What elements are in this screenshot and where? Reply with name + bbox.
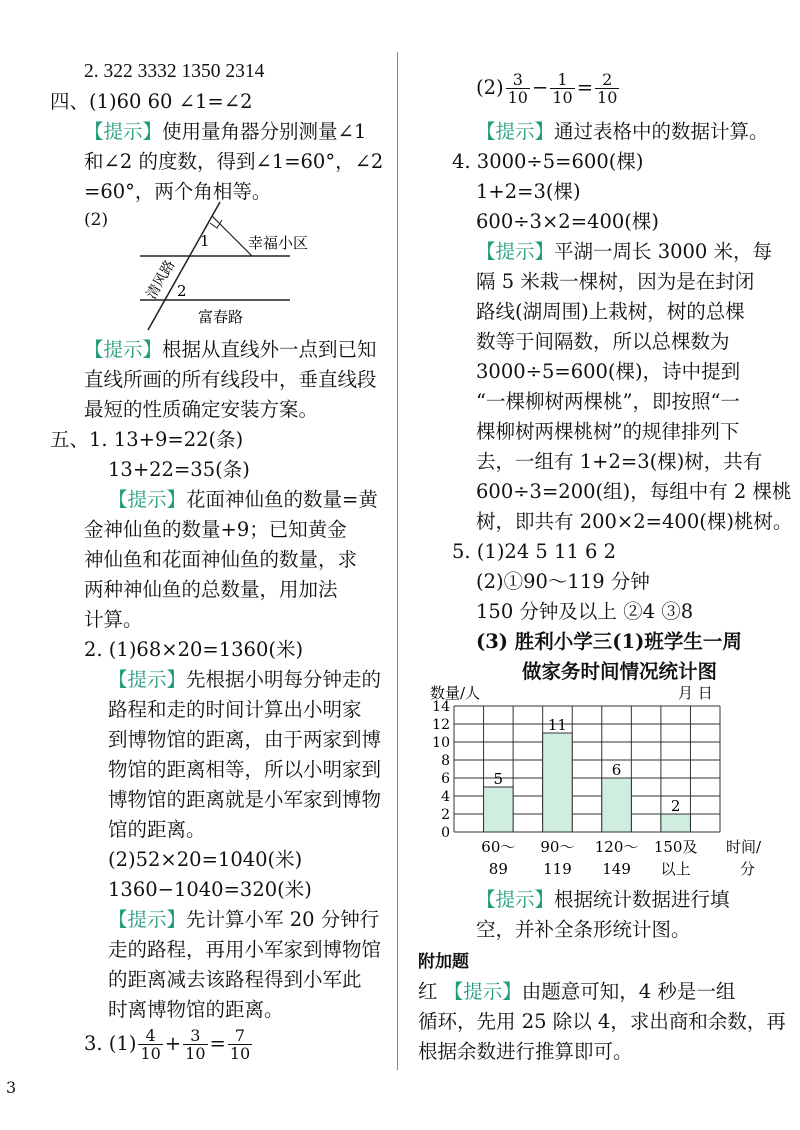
text-line: 金神仙鱼的数量+9；已知黄金 bbox=[84, 518, 347, 541]
text-line: 4. 3000÷5=600(棵) bbox=[452, 150, 644, 173]
hint-line bbox=[476, 240, 772, 264]
text-line: 计算。 bbox=[84, 608, 143, 631]
text-line: 去，一组有 1+2=3(棵)树，共有 bbox=[476, 450, 763, 473]
text-line: 2. (1)68×20=1360(米) bbox=[84, 638, 304, 661]
answer-text: 红 bbox=[418, 980, 444, 1003]
answer-line-2: 2. 322 3332 1350 2314 bbox=[84, 61, 265, 82]
hint-tag: 【提示】 bbox=[84, 120, 163, 143]
fraction bbox=[138, 1027, 162, 1062]
item-prefix: 3. (1) bbox=[84, 1032, 137, 1055]
hint-line bbox=[108, 668, 381, 692]
hint-text: 花面神仙鱼的数量=黄 bbox=[186, 488, 378, 511]
page-number: 3 bbox=[6, 1078, 17, 1097]
text-line: 时离博物馆的距离。 bbox=[108, 998, 284, 1021]
text-line: 5. (1)24 5 11 6 2 bbox=[452, 540, 617, 563]
x-tick-label: 90～ bbox=[540, 838, 575, 856]
hint-text: 通过表格中的数据计算。 bbox=[554, 120, 769, 143]
text-line: 循环，先用 25 除以 4，求出商和余数，再 bbox=[418, 1010, 786, 1033]
text-line: 根据余数进行推算即可。 bbox=[418, 1040, 633, 1063]
angle-1-label: 1 bbox=[200, 232, 210, 250]
section-4-line: 四、(1)60 60 ∠1=∠2 bbox=[50, 90, 253, 113]
hint-tag: 【提示】 bbox=[84, 338, 163, 361]
text-line: =60°，两个角相等。 bbox=[84, 180, 272, 203]
sub-label: (2) bbox=[84, 210, 109, 230]
chart-caption-line-2: 做家务时间情况统计图 bbox=[522, 660, 718, 683]
bars bbox=[484, 716, 691, 832]
section-5-line: 五、1. 13+9=22(条) bbox=[50, 428, 244, 451]
text-line: 直线所画的所有线段中，垂直线段 bbox=[84, 368, 377, 391]
y-tick-label: 14 bbox=[432, 699, 450, 715]
hint-text: 平湖一周长 3000 米，每 bbox=[554, 240, 773, 263]
x-tick-label: 149 bbox=[602, 860, 631, 878]
bar bbox=[484, 787, 514, 832]
column-divider bbox=[397, 52, 398, 1070]
text-line: 隔 5 米栽一棵树，因为是在封闭 bbox=[476, 270, 755, 293]
y-tick-label: 0 bbox=[441, 825, 450, 841]
label-qingfeng: 清风路 bbox=[143, 257, 179, 302]
text-line: 600÷3=200(组)，每组中有 2 棵桃 bbox=[476, 480, 792, 503]
bar-data-label: 11 bbox=[547, 716, 567, 734]
text-line: 神仙鱼和花面神仙鱼的数量，求 bbox=[84, 548, 358, 571]
item-prefix: (2) bbox=[476, 76, 504, 99]
x-tick-label: 119 bbox=[543, 860, 572, 878]
hint-line bbox=[476, 888, 730, 912]
hint-tag: 【提示】 bbox=[476, 888, 555, 911]
hint-tag: 【提示】 bbox=[108, 668, 187, 691]
hint-line bbox=[108, 908, 379, 932]
denominator: 10 bbox=[185, 1044, 206, 1063]
hint-line bbox=[418, 980, 735, 1004]
text-line: 数等于间隔数，所以总棵数为 bbox=[476, 330, 730, 353]
fraction bbox=[550, 71, 574, 106]
hint-line bbox=[476, 120, 769, 144]
text-line: 最短的性质确定安装方案。 bbox=[84, 398, 319, 421]
fraction bbox=[183, 1027, 207, 1062]
y-tick-label: 6 bbox=[441, 771, 450, 787]
x-tick-label: 120～ bbox=[594, 838, 639, 856]
text-line: 13+22=35(条) bbox=[108, 458, 250, 481]
hint-tag: 【提示】 bbox=[443, 980, 522, 1003]
denominator: 10 bbox=[552, 88, 573, 107]
x-tick-label: 60～ bbox=[481, 838, 516, 856]
bar-chart bbox=[418, 684, 764, 878]
angle-2-label: 2 bbox=[177, 282, 187, 300]
hint-tag: 【提示】 bbox=[476, 240, 555, 263]
text-line: 和∠2 的度数，得到∠1=60°，∠2 bbox=[84, 150, 384, 173]
text-line: 两种神仙鱼的总数量，用加法 bbox=[84, 578, 338, 601]
text-line: (2)52×20=1040(米) bbox=[108, 848, 303, 871]
text-line: 150 分钟及以上 ②4 ③8 bbox=[476, 600, 694, 623]
text-line: 空，并补全条形统计图。 bbox=[476, 918, 691, 941]
numerator: 3 bbox=[506, 71, 530, 89]
text-line: 路线(湖周围)上栽树，树的总棵 bbox=[476, 300, 745, 323]
numerator: 2 bbox=[595, 71, 619, 89]
fraction bbox=[595, 71, 619, 106]
hint-line bbox=[84, 120, 366, 144]
text-line: 树，即共有 200×2=400(棵)桃树。 bbox=[476, 510, 793, 533]
x-tick-labels bbox=[481, 838, 697, 878]
chart-caption-line-1: (3) 胜利小学三(1)班学生一周 bbox=[476, 630, 742, 653]
numerator: 1 bbox=[550, 71, 574, 89]
denominator: 10 bbox=[507, 88, 528, 107]
text-line: 物馆的距离相等，所以小明家到 bbox=[108, 758, 382, 781]
path-line bbox=[212, 216, 252, 256]
hint-line bbox=[108, 488, 378, 512]
fraction bbox=[506, 71, 530, 106]
text-line: 博物馆的距离就是小军家到博物 bbox=[108, 788, 382, 811]
fraction bbox=[228, 1027, 252, 1062]
date-label: 月 日 bbox=[678, 684, 713, 702]
y-tick-label: 2 bbox=[441, 807, 450, 823]
hint-text: 由题意可知，4 秒是一组 bbox=[521, 980, 736, 1003]
hint-line bbox=[84, 338, 377, 362]
denominator: 10 bbox=[229, 1044, 251, 1063]
roads-diagram bbox=[120, 200, 340, 335]
text-line: 1360−1040=320(米) bbox=[108, 878, 312, 901]
y-tick-label: 4 bbox=[441, 789, 450, 805]
bar bbox=[661, 814, 691, 832]
text-line: 路程和走的时间计算出小明家 bbox=[108, 698, 362, 721]
hint-tag: 【提示】 bbox=[108, 908, 187, 931]
x-tick-label: 150及 bbox=[653, 838, 698, 856]
numerator: 4 bbox=[138, 1027, 162, 1045]
hint-text: 先根据小明每分钟走的 bbox=[186, 668, 382, 691]
hint-tag: 【提示】 bbox=[476, 120, 555, 143]
bar bbox=[602, 778, 632, 832]
y-tick-label: 8 bbox=[441, 753, 450, 769]
numerator: 7 bbox=[228, 1027, 252, 1045]
x-tick-label: 以上 bbox=[660, 860, 691, 878]
x-axis-label-line: 时间/ bbox=[726, 838, 762, 856]
x-tick-label: 89 bbox=[488, 860, 508, 878]
x-axis-label-line: 分 bbox=[740, 860, 756, 878]
text-line: 馆的距离。 bbox=[108, 818, 206, 841]
y-tick-label: 10 bbox=[432, 735, 450, 751]
y-axis-label: 数量/人 bbox=[430, 684, 481, 702]
text-line: 1+2=3(棵) bbox=[476, 180, 581, 203]
hint-text: 根据统计数据进行填 bbox=[554, 888, 730, 911]
bar-data-label: 6 bbox=[611, 761, 622, 779]
text-line: “一棵柳树两棵桃”，即按照“一 bbox=[476, 390, 740, 413]
hint-text: 根据从直线外一点到已知 bbox=[162, 338, 377, 361]
extra-section-title: 附加题 bbox=[418, 952, 469, 972]
hint-text: 使用量角器分别测量∠1 bbox=[162, 120, 367, 143]
label-xingfu: 幸福小区 bbox=[248, 234, 309, 252]
text-line: (2)①90～119 分钟 bbox=[476, 570, 650, 593]
text-line: 棵柳树两棵桃树”的规律排列下 bbox=[476, 420, 740, 443]
denominator: 10 bbox=[597, 88, 618, 107]
fraction-line: (2) $\frac{3}{10}$ − $\frac{1}{10}$ = $\frac{2}{10}$ bbox=[476, 70, 618, 107]
text-line: 到博物馆的距离，由于两家到博 bbox=[108, 728, 382, 751]
label-fuchun: 富春路 bbox=[198, 308, 244, 326]
x-axis-label bbox=[726, 838, 762, 878]
bar bbox=[543, 733, 573, 832]
text-line: 的距离减去该路程得到小军此 bbox=[108, 968, 362, 991]
fraction-line: 3. (1) $\frac{4}{10}$ + $\frac{3}{10}$ = $\frac{7}{10}$ bbox=[84, 1026, 251, 1063]
text-line: 3000÷5=600(棵)，诗中提到 bbox=[476, 360, 741, 383]
bar-data-label: 2 bbox=[670, 797, 681, 815]
denominator: 10 bbox=[140, 1044, 161, 1063]
hint-text: 先计算小军 20 分钟行 bbox=[186, 908, 380, 931]
text-line: 600÷3×2=400(棵) bbox=[476, 210, 659, 233]
bar-data-label: 5 bbox=[493, 770, 504, 788]
text-line: 走的路程，再用小军家到博物馆 bbox=[108, 938, 382, 961]
hint-tag: 【提示】 bbox=[108, 488, 187, 511]
numerator: 3 bbox=[183, 1027, 207, 1045]
y-tick-label: 12 bbox=[432, 717, 450, 733]
y-ticks bbox=[432, 699, 450, 841]
